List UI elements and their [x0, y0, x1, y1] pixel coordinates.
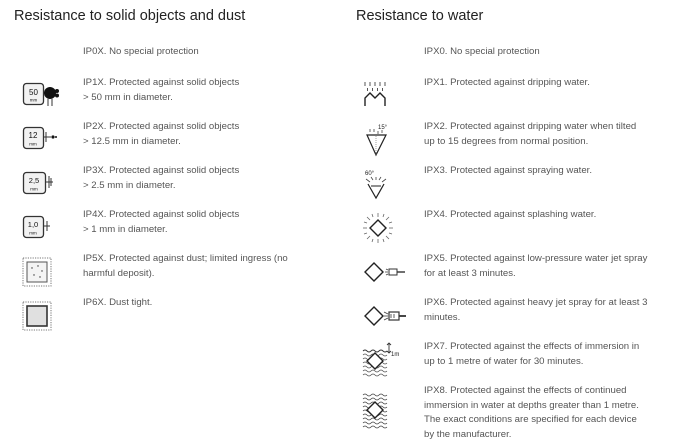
water-heading: Resistance to water	[356, 8, 484, 24]
svg-text:1m: 1m	[391, 352, 400, 358]
svg-text:1,0: 1,0	[27, 220, 39, 229]
ip6x-description: IP6X. Dust tight.	[83, 297, 153, 308]
svg-text:mm: mm	[29, 97, 38, 103]
solid-objects-heading: Resistance to solid objects and dust	[14, 8, 246, 24]
solid-1mm-icon	[22, 215, 68, 241]
solid-2-5mm-icon	[22, 171, 68, 197]
dust-tight-icon	[22, 301, 52, 331]
dust-protected-icon	[22, 257, 52, 287]
svg-text:15°: 15°	[378, 125, 388, 131]
submersion-icon	[362, 392, 392, 430]
ipx0-description: IPX0. No special protection	[424, 46, 540, 57]
ipx5-description: IPX5. Protected against low-pressure water jet spray for at least 3 minutes.	[424, 253, 648, 279]
ip2x-description: IP2X. Protected against solid objects > 12.5 mm in diameter.	[83, 121, 240, 147]
ip5x-description: IP5X. Protected against dust; limited ingress (no harmful deposit).	[83, 253, 288, 279]
splashing-water-icon	[362, 212, 394, 244]
svg-text:12: 12	[28, 131, 38, 140]
immersion-icon	[362, 341, 408, 379]
svg-text:mm: mm	[29, 230, 37, 236]
svg-text:mm: mm	[29, 141, 37, 147]
svg-text:60°: 60°	[365, 171, 375, 177]
ip1x-description: IP1X. Protected against solid objects > 50 mm in diameter.	[83, 77, 240, 103]
ip4x-description: IP4X. Protected against solid objects > 1 mm in diameter.	[83, 209, 240, 235]
ipx7-description: IPX7. Protected against the effects of immersion in up to 1 metre of water for 30 minutes.	[424, 341, 640, 367]
water-jet-icon	[362, 260, 408, 286]
ipx4-description: IPX4. Protected against splashing water.	[424, 209, 597, 220]
ipx1-description: IPX1. Protected against dripping water.	[424, 77, 590, 88]
tilted-drip-icon	[362, 121, 392, 159]
heavy-jet-icon	[362, 304, 408, 330]
svg-text:mm: mm	[30, 186, 38, 192]
ip0x-description: IP0X. No special protection	[83, 46, 199, 57]
solid-50mm-icon	[22, 82, 68, 108]
svg-text:50: 50	[29, 88, 38, 97]
spraying-water-icon	[362, 167, 392, 201]
ipx8-description: IPX8. Protected against the effects of continued immersion in water at depths greater than 1 metre. The exact conditions are specified for each device by the manufacturer.	[424, 385, 639, 440]
ipx2-description: IPX2. Protected against dripping water when tilted up to 15 degrees from normal position.	[424, 121, 637, 147]
solid-12-5mm-icon	[22, 126, 68, 152]
svg-text:2,5: 2,5	[28, 176, 40, 185]
ipx3-description: IPX3. Protected against spraying water.	[424, 165, 592, 176]
ip3x-description: IP3X. Protected against solid objects > 2.5 mm in diameter.	[83, 165, 240, 191]
dripping-water-icon	[362, 80, 388, 108]
ipx6-description: IPX6. Protected against heavy jet spray for at least 3 minutes.	[424, 297, 648, 323]
